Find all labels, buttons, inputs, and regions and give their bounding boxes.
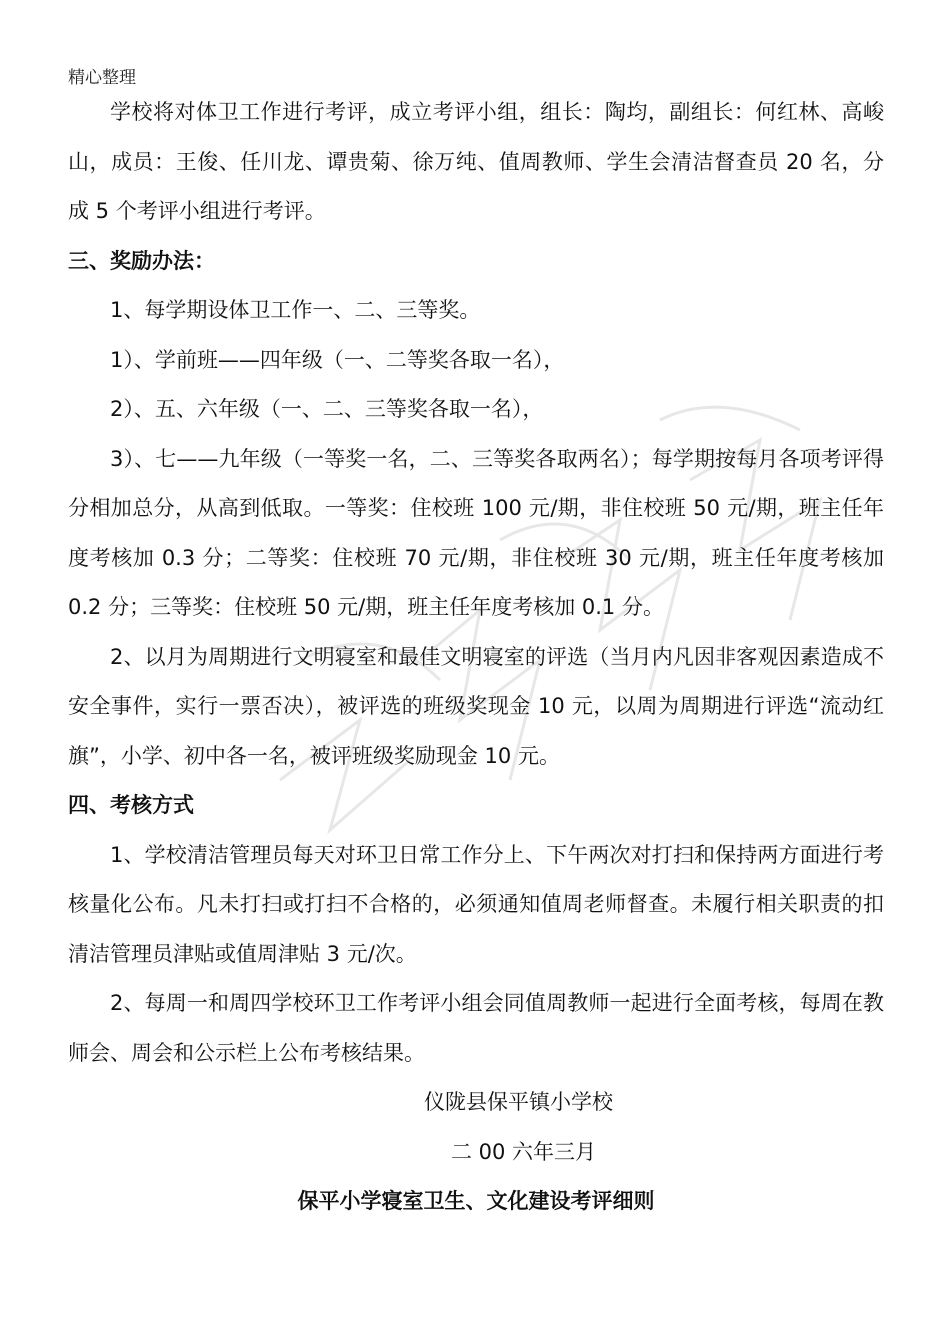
- signature-school: 仪陇县保平镇小学校: [424, 1090, 613, 1114]
- award-item-2: 2、以月为周期进行文明寝室和最佳文明寝室的评选（当月内凡因非客观因素造成不安全事件，实行一票否决），被评选的班级奖现金 10 元，以周为周期进行评选“流动红旗”，小学、初中各一名，被评班级奖励现金 10 元。: [68, 644, 884, 768]
- intro-paragraph: 学校将对体卫工作进行考评，成立考评小组，组长：陶均，副组长：何红林、高峻山，成员：王俊、任川龙、谭贵菊、徐万纯、值周教师、学生会清洁督查员 20 名，分成 5 个考评小组进行考评。: [68, 100, 884, 223]
- section-four-heading: 四、考核方式: [68, 793, 194, 817]
- award-item-1: 1、每学期设体卫工作一、二、三等奖。: [110, 298, 481, 322]
- award-subitem-2: 2）、五、六年级（一、二、三等奖各取一名），: [110, 397, 544, 421]
- signature-date: 二 00 六年三月: [450, 1139, 597, 1164]
- award-subitem-3: 3）、七——九年级（一等奖一名，二、三等奖各取两名）；每学期按每月各项考评得分相加总分，从高到低取。一等奖：住校班 100 元/期，非住校班 50 元/期，班主任年度考核加 0.3 分；二等奖：住校班 70 元/期，非住校班 30 元/期，班主任年度考核加 0.2 分；三等奖：住校班 50 元/期，班主任年度考核加 0.1 分。: [68, 446, 884, 619]
- section-three-heading: 三、奖励办法：: [68, 248, 215, 273]
- document-body: [68, 88, 884, 1227]
- header-note: 精心整理: [68, 68, 136, 88]
- assessment-item-2: 2、每周一和周四学校环卫工作考评小组会同值周教师一起进行全面考核，每周在教师会、周会和公示栏上公布考核结果。: [68, 991, 884, 1065]
- next-document-title: 保平小学寝室卫生、文化建设考评细则: [297, 1189, 655, 1213]
- assessment-item-1: 1、学校清洁管理员每天对环卫日常工作分上、下午两次对打扫和保持两方面进行考核量化公布。凡未打扫或打扫不合格的，必须通知值周老师督查。未履行相关职责的扣清洁管理员津贴或值周津贴 3 元/次。: [68, 842, 884, 966]
- award-subitem-1: 1）、学前班——四年级（一、二等奖各取一名），: [110, 347, 565, 372]
